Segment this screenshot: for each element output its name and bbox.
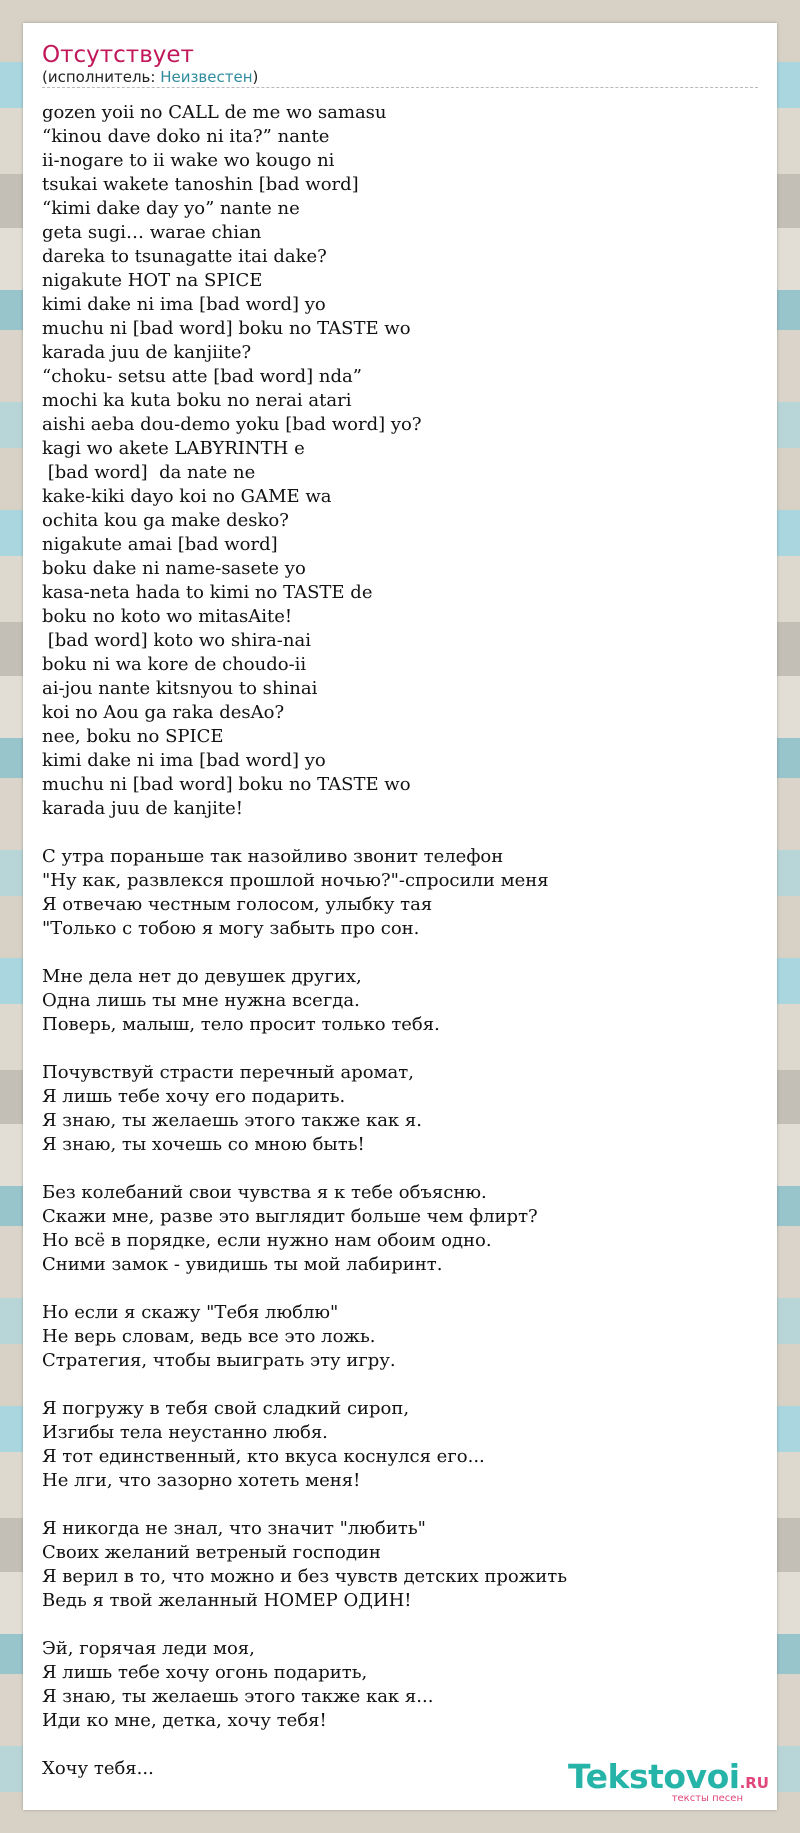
lyrics-line: kimi dake ni ima [bad word] yo bbox=[42, 750, 326, 771]
lyrics-line: Изгибы тела неустанно любя. bbox=[42, 1422, 328, 1443]
lyrics-line: Я верил в то, что можно и без чувств детских прожить bbox=[42, 1566, 568, 1587]
lyrics-line: [bad word] koto wo shira-nai bbox=[42, 630, 311, 651]
artist-prefix: (исполнитель: bbox=[42, 68, 161, 86]
lyrics-line: “kimi dake day yo” nante ne bbox=[42, 198, 300, 219]
lyrics-blank-line bbox=[42, 1373, 758, 1397]
logo-name: Tekstovoi bbox=[568, 1757, 740, 1796]
lyrics-line: Я знаю, ты хочешь со мною быть! bbox=[42, 1134, 365, 1155]
lyrics-line: “choku- setsu atte [bad word] nda” bbox=[42, 366, 362, 387]
lyrics-line: kagi wo akete LABYRINTH e bbox=[42, 438, 305, 459]
lyrics-line: Не верь словам, ведь все это ложь. bbox=[42, 1326, 376, 1347]
lyrics-blank-line bbox=[42, 1157, 758, 1181]
lyrics-line: karada juu de kanjiite? bbox=[42, 342, 252, 363]
lyrics-blank-line bbox=[42, 1493, 758, 1517]
lyrics-blank-line bbox=[42, 1613, 758, 1637]
lyrics-line: koi no Aou ga raka desAo? bbox=[42, 702, 285, 723]
artist-suffix: ) bbox=[252, 68, 259, 86]
lyrics-line: Я лишь тебе хочу его подарить. bbox=[42, 1086, 346, 1107]
lyrics-line: boku dake ni name-sasete yo bbox=[42, 558, 306, 579]
lyrics-line: karada juu de kanjite! bbox=[42, 798, 244, 819]
lyrics-line: Поверь, малыш, тело просит только тебя. bbox=[42, 1014, 440, 1035]
lyrics-blank-line bbox=[42, 1037, 758, 1061]
lyrics-blank-line bbox=[42, 941, 758, 965]
lyrics-line: nigakute HOT na SPICE bbox=[42, 270, 263, 291]
lyrics-line: kake-kiki dayo koi no GAME wa bbox=[42, 486, 332, 507]
lyrics-line: Я знаю, ты желаешь этого также как я... bbox=[42, 1686, 434, 1707]
artist-line bbox=[42, 69, 758, 86]
lyrics-line: Своих желаний ветреный господин bbox=[42, 1542, 381, 1563]
lyrics-line: “kinou dave doko ni ita?” nante bbox=[42, 126, 330, 147]
artist-link[interactable]: Неизвестен bbox=[160, 68, 253, 86]
lyrics-text bbox=[42, 101, 758, 1781]
lyrics-line: С утра пораньше так назойливо звонит телефон bbox=[42, 846, 504, 867]
song-header bbox=[42, 41, 758, 88]
lyrics-line: Одна лишь ты мне нужна всегда. bbox=[42, 990, 360, 1011]
lyrics-line: nee, boku no SPICE bbox=[42, 726, 224, 747]
lyrics-line: Я отвечаю честным голосом, улыбку тая bbox=[42, 894, 433, 915]
lyrics-line: kasa-neta hada to kimi no TASTE de bbox=[42, 582, 373, 603]
lyrics-line: muchu ni [bad word] boku no TASTE wo bbox=[42, 318, 411, 339]
logo-wordmark bbox=[568, 1757, 769, 1796]
lyrics-blank-line bbox=[42, 1277, 758, 1301]
lyrics-blank-line bbox=[42, 821, 758, 845]
song-title: Отсутствует bbox=[42, 42, 194, 68]
lyrics-line: kimi dake ni ima [bad word] yo bbox=[42, 294, 326, 315]
lyrics-line: Не лги, что зазорно хотеть меня! bbox=[42, 1470, 361, 1491]
lyrics-line: Я знаю, ты желаешь этого также как я. bbox=[42, 1110, 422, 1131]
lyrics-line: Иди ко мне, детка, хочу тебя! bbox=[42, 1710, 327, 1731]
lyrics-line: Я погружу в тебя свой сладкий сироп, bbox=[42, 1398, 410, 1419]
lyrics-line: Без колебаний свои чувства я к тебе объясню. bbox=[42, 1182, 487, 1203]
lyrics-line: Хочу тебя... bbox=[42, 1758, 154, 1779]
lyrics-line: Но если я скажу "Тебя люблю" bbox=[42, 1302, 339, 1323]
logo-tagline: тексты песен bbox=[671, 1793, 743, 1804]
lyrics-line: ai-jou nante kitsnyou to shinai bbox=[42, 678, 318, 699]
lyrics-line: aishi aeba dou-demo yoku [bad word] yo? bbox=[42, 414, 422, 435]
site-logo[interactable] bbox=[568, 1757, 769, 1804]
lyrics-line: "Ну как, развлекся прошлой ночью?"-спросили меня bbox=[42, 870, 549, 891]
lyrics-line: Я тот единственный, кто вкуса коснулся его... bbox=[42, 1446, 485, 1467]
lyrics-line: Ведь я твой желанный НОМЕР ОДИН! bbox=[42, 1590, 412, 1611]
lyrics-line: ochita kou ga make desko? bbox=[42, 510, 289, 531]
lyrics-line: tsukai wakete tanoshin [bad word] bbox=[42, 174, 359, 195]
lyrics-line: muchu ni [bad word] boku no TASTE wo bbox=[42, 774, 411, 795]
lyrics-line: mochi ka kuta boku no nerai atari bbox=[42, 390, 352, 411]
lyrics-line: geta sugi… warae chian bbox=[42, 222, 262, 243]
lyrics-line: Стратегия, чтобы выиграть эту игру. bbox=[42, 1350, 396, 1371]
lyrics-line: boku no koto wo mitasAite! bbox=[42, 606, 293, 627]
lyrics-line: Я лишь тебе хочу огонь подарить, bbox=[42, 1662, 368, 1683]
lyrics-line: gozen yoii no CALL de me wo samasu bbox=[42, 102, 387, 123]
lyrics-line: Почувствуй страсти перечный аромат, bbox=[42, 1062, 414, 1083]
lyrics-blank-line bbox=[42, 1733, 758, 1757]
lyrics-line: [bad word] da nate ne bbox=[42, 462, 256, 483]
lyrics-card bbox=[23, 23, 777, 1810]
lyrics-line: Сними замок - увидишь ты мой лабиринт. bbox=[42, 1254, 443, 1275]
lyrics-line: Но всё в порядке, если нужно нам обоим одно. bbox=[42, 1230, 492, 1251]
lyrics-line: Мне дела нет до девушек других, bbox=[42, 966, 362, 987]
lyrics-line: ii-nogare to ii wake wo kougo ni bbox=[42, 150, 335, 171]
lyrics-line: Скажи мне, разве это выглядит больше чем флирт? bbox=[42, 1206, 538, 1227]
lyrics-line: dareka to tsunagatte itai dake? bbox=[42, 246, 327, 267]
lyrics-line: Я никогда не знал, что значит "любить" bbox=[42, 1518, 426, 1539]
lyrics-line: Эй, горячая леди моя, bbox=[42, 1638, 255, 1659]
lyrics-line: nigakute amai [bad word] bbox=[42, 534, 278, 555]
lyrics-line: boku ni wa kore de choudo-ii bbox=[42, 654, 307, 675]
lyrics-line: "Только с тобою я могу забыть про сон. bbox=[42, 918, 420, 939]
logo-tld: .RU bbox=[739, 1774, 769, 1792]
